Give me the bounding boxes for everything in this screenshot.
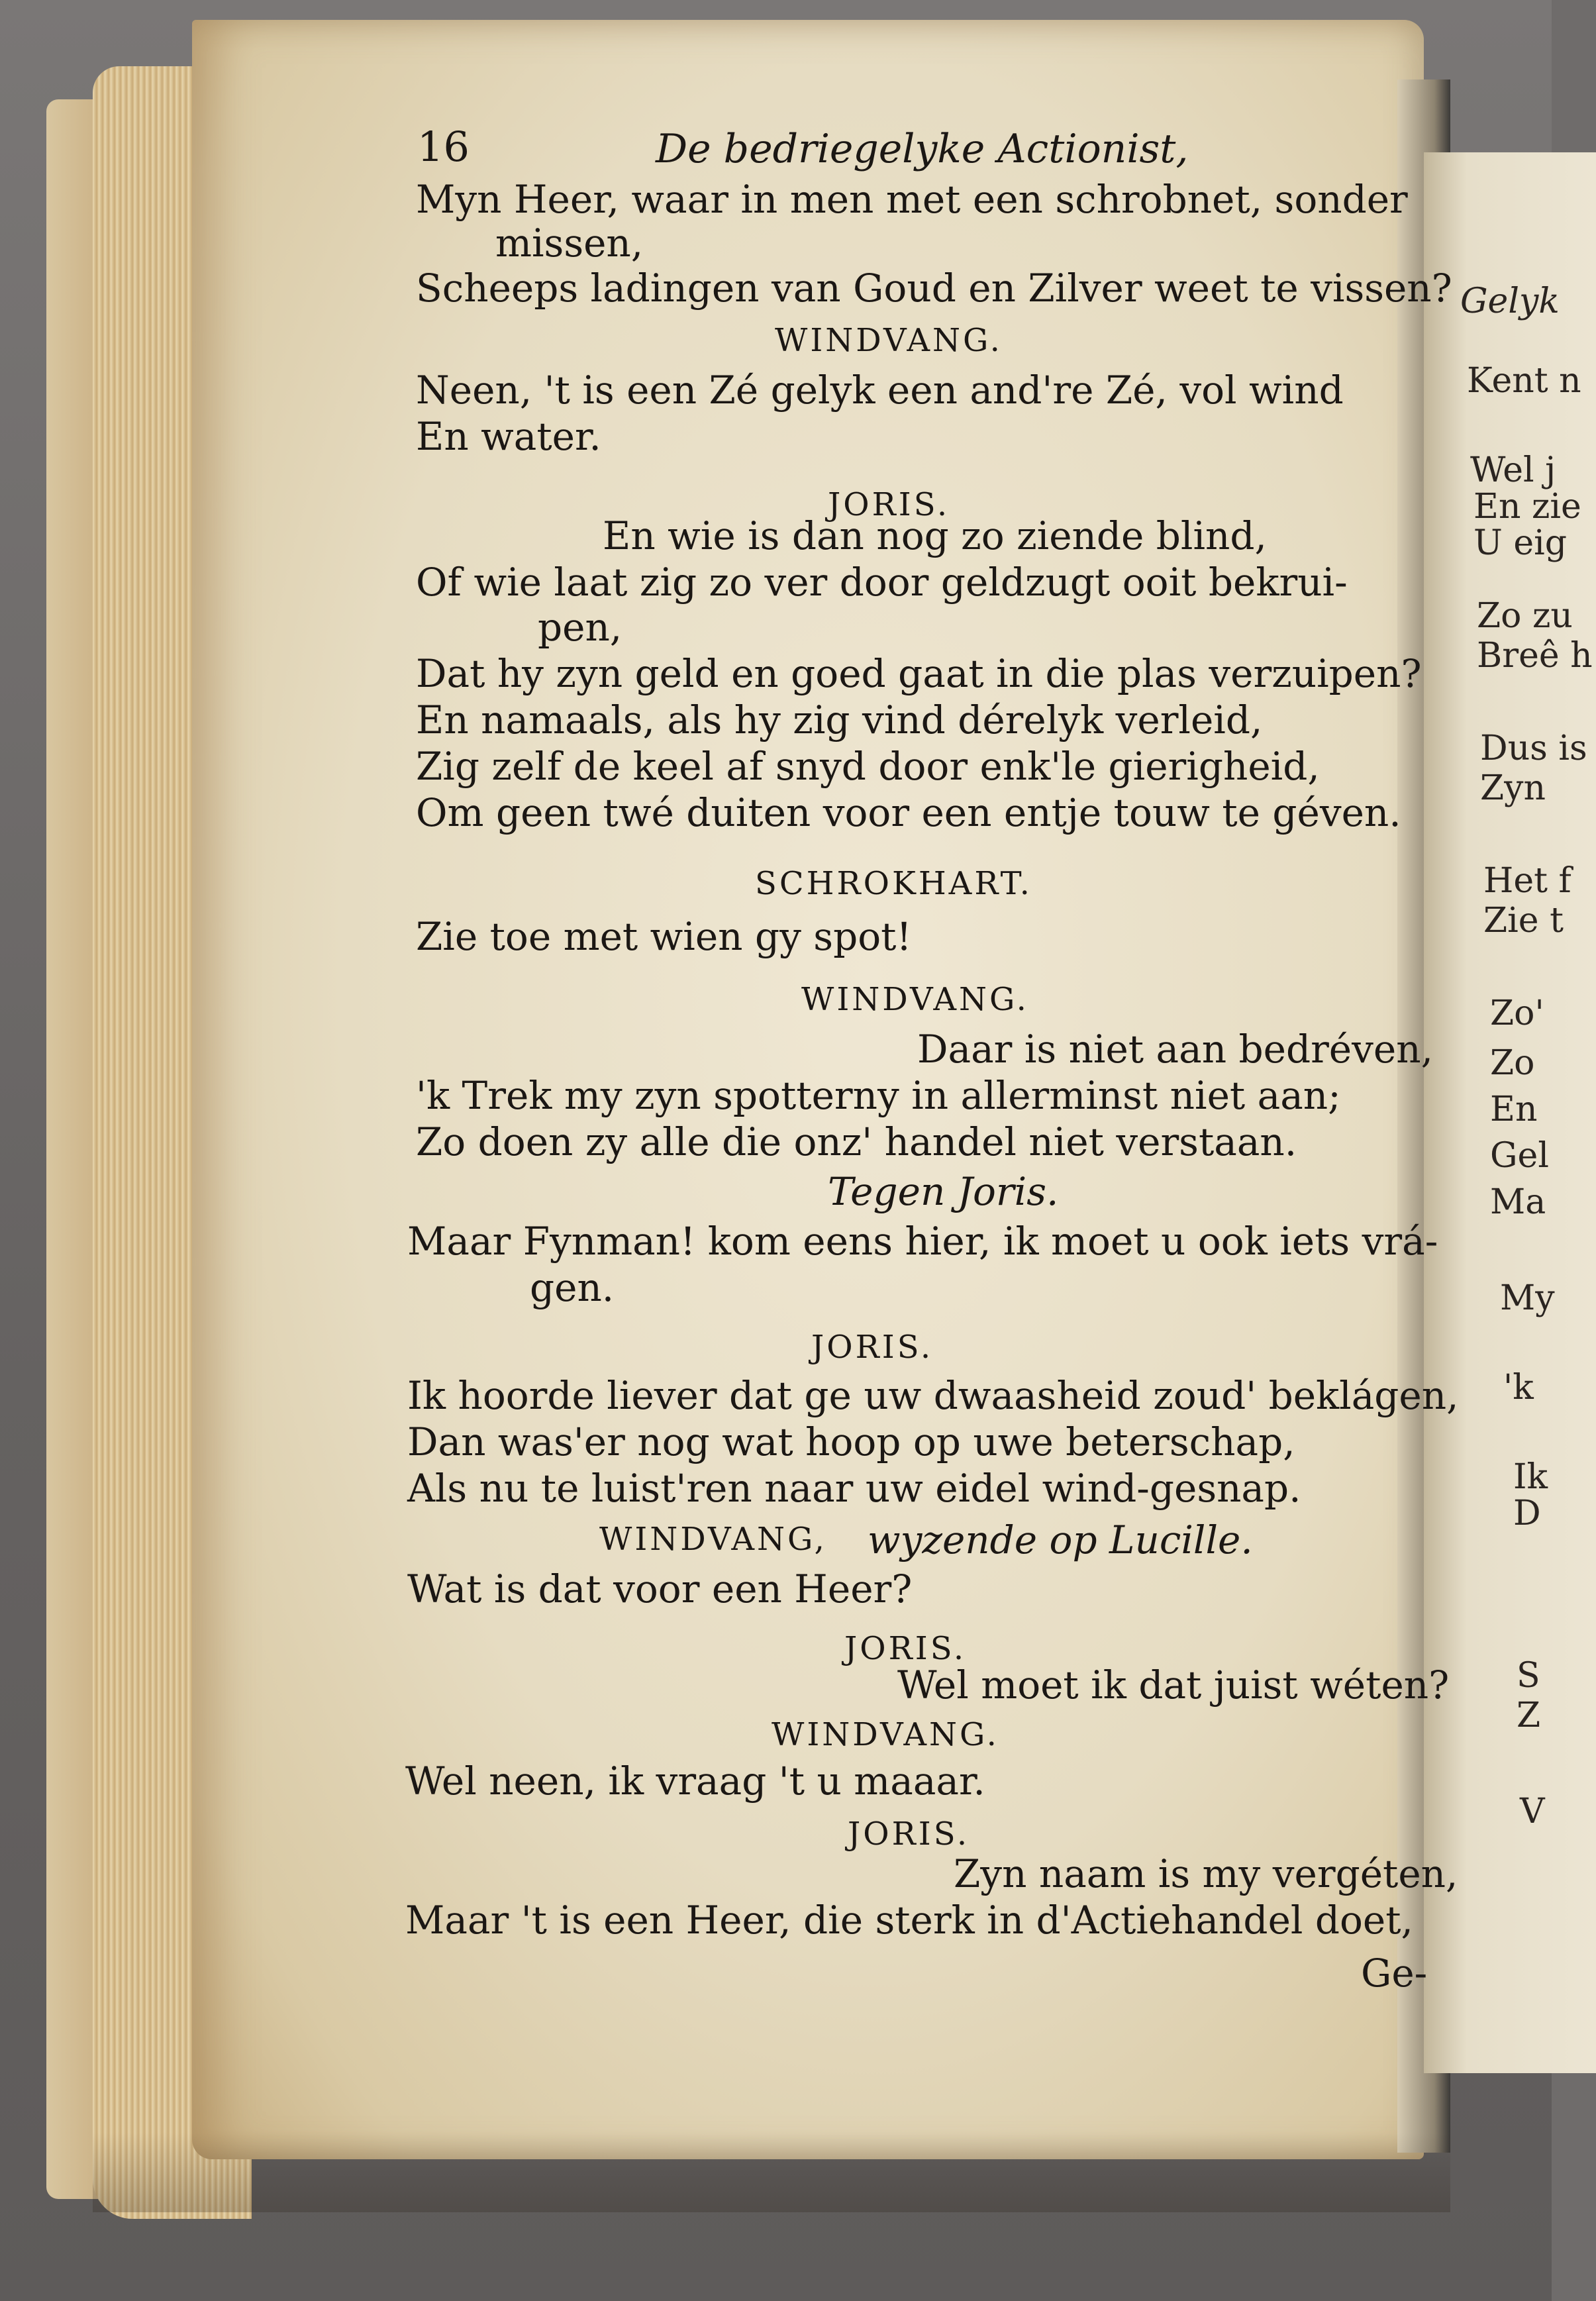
- speaker-name: WINDVANG.: [801, 981, 1029, 1018]
- facing-page-fragment: Gel: [1490, 1136, 1549, 1176]
- facing-page-fragment: Zyn: [1480, 768, 1546, 808]
- speaker-name: JORIS.: [811, 1329, 934, 1366]
- page-shadow: [93, 2133, 1450, 2212]
- facing-page-fragment: Zo: [1490, 1043, 1535, 1083]
- text-line: gen.: [530, 1265, 615, 1310]
- catchword: Ge-: [1361, 1951, 1428, 1996]
- text-line: Scheeps ladingen van Goud en Zilver weet te vissen?: [416, 266, 1452, 311]
- facing-page-fragment: En: [1490, 1090, 1538, 1129]
- facing-page-fragment: S: [1517, 1656, 1540, 1696]
- text-line: Zo doen zy alle die onz' handel niet verstaan.: [416, 1119, 1297, 1164]
- facing-page-fragment: Gelyk: [1460, 281, 1560, 321]
- text-line: Maar Fynman! kom eens hier, ik moet u ook iets vrá-: [407, 1219, 1438, 1264]
- stage-direction: Tegen Joris.: [828, 1169, 1059, 1214]
- text-line: Dan was'er nog wat hoop op uwe beterschap,: [407, 1419, 1295, 1464]
- text-line: Myn Heer, waar in men met een schrobnet, sonder: [416, 177, 1408, 222]
- text-line: missen,: [495, 221, 644, 266]
- facing-page-fragment: Wel j: [1470, 450, 1556, 490]
- facing-page-fragment: Ma: [1490, 1182, 1546, 1222]
- text-line: Om geen twé duiten voor een entje touw te géven.: [416, 790, 1401, 835]
- speaker-name: JORIS.: [844, 1630, 967, 1667]
- text-line: Zig zelf de keel af snyd door enk'le gierigheid,: [416, 744, 1320, 789]
- facing-page-fragment: Zo zu: [1477, 596, 1573, 636]
- running-title: De bedriegelyke Actionist,: [656, 126, 1189, 172]
- text-line: Of wie laat zig zo ver door geldzugt ooit bekrui-: [416, 560, 1348, 605]
- text-line: Wel neen, ik vraag 't u maaar.: [405, 1759, 985, 1804]
- facing-page-fragment: Ik: [1513, 1457, 1548, 1497]
- text-line: Wel moet ik dat juist wéten?: [897, 1662, 1450, 1708]
- facing-page-fragment: Het f: [1483, 861, 1571, 901]
- facing-page-fragment: Breê h: [1477, 636, 1593, 676]
- text-line: Neen, 't is een Zé gelyk een and're Zé, vol wind: [416, 368, 1344, 413]
- facing-page-fragment: V: [1520, 1792, 1545, 1831]
- speaker-name: JORIS.: [848, 1815, 970, 1853]
- facing-page-fragment: Zo': [1490, 994, 1544, 1033]
- facing-page-fragment: My: [1500, 1278, 1555, 1318]
- text-line: pen,: [538, 605, 623, 650]
- text-line: Dat hy zyn geld en goed gaat in die plas verzuipen?: [416, 651, 1422, 696]
- facing-page-fragment: U eig: [1473, 523, 1568, 563]
- text-line: Ik hoorde liever dat ge uw dwaasheid zoud' beklágen,: [407, 1373, 1459, 1418]
- text-line: Wat is dat voor een Heer?: [407, 1566, 913, 1611]
- speaker-name: WINDVANG.: [775, 322, 1003, 359]
- facing-page-fragment: Z: [1517, 1696, 1541, 1735]
- facing-page-fragment: Dus is: [1480, 729, 1587, 768]
- speaker-name: JORIS.: [828, 486, 950, 523]
- text-line: Zie toe met wien gy spot!: [416, 914, 912, 959]
- speaker-name: WINDVANG,: [599, 1521, 827, 1558]
- page-number: 16: [417, 123, 470, 171]
- text-line: 'k Trek my zyn spotterny in allerminst niet aan;: [416, 1073, 1341, 1118]
- facing-page-fragment: 'k: [1503, 1368, 1534, 1407]
- text-line: Daar is niet aan bedréven,: [917, 1027, 1434, 1072]
- facing-page-fragment: Zie t: [1483, 901, 1564, 941]
- text-line: Als nu te luist'ren naar uw eidel wind-gesnap.: [407, 1466, 1301, 1511]
- facing-page-fragment: Kent n: [1467, 361, 1581, 401]
- facing-page-fragment: D: [1513, 1494, 1541, 1533]
- text-line: En namaals, als hy zig vind dérelyk verleid,: [416, 697, 1263, 742]
- text-line: Maar 't is een Heer, die sterk in d'Actiehandel doet,: [405, 1898, 1413, 1943]
- text-line: En water.: [416, 414, 601, 459]
- speaker-name: SCHROKHART.: [755, 865, 1032, 902]
- facing-page-fragment: En zie: [1473, 487, 1581, 527]
- text-line: Zyn naam is my vergéten,: [954, 1851, 1458, 1896]
- speaker-name: WINDVANG.: [772, 1716, 999, 1753]
- text-line: En wie is dan nog zo ziende blind,: [603, 513, 1267, 558]
- stage-direction: wyzende op Lucille.: [868, 1517, 1253, 1562]
